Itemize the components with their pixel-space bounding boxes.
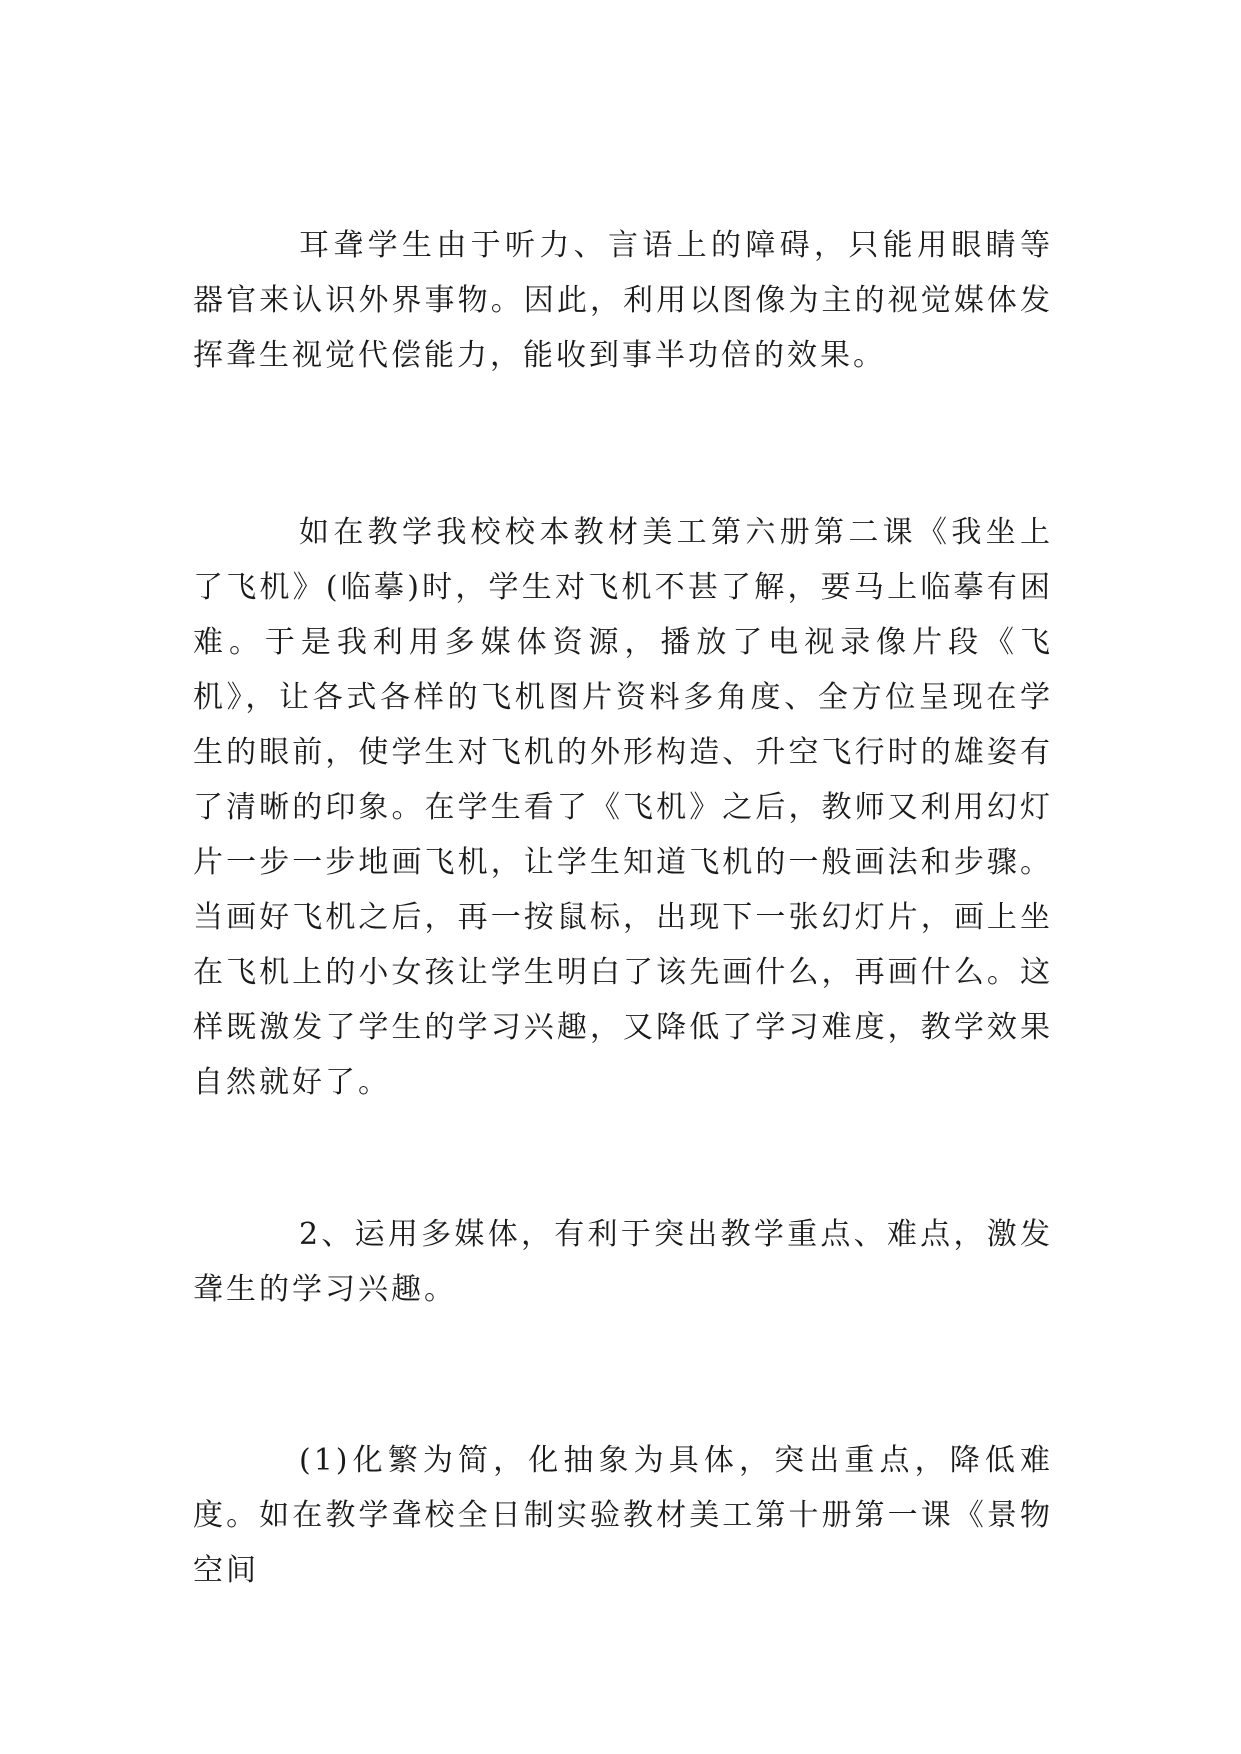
paragraph-1: 耳聋学生由于听力、言语上的障碍，只能用眼睛等器官来认识外界事物。因此，利用以图像为主的视觉媒体发挥聋生视觉代偿能力，能收到事半功倍的效果。 [193,228,1053,373]
paragraph-4: (1)化繁为简，化抽象为具体，突出重点，降低难度。如在教学聋校全日制实验教材美工第十册第一课《景物空间 [193,1443,1053,1588]
paragraph-3: 2、运用多媒体，有利于突出教学重点、难点，激发聋生的学习兴趣。 [193,1217,1053,1307]
paragraph-2: 如在教学我校校本教材美工第六册第二课《我坐上了飞机》(临摹)时，学生对飞机不甚了解，要马上临摹有困难。于是我利用多媒体资源，播放了电视录像片段《飞机》，让各式各样的飞机图片资料多角度、全方位呈现在学生的眼前，使学生对飞机的外形构造、升空飞行时的雄姿有了清晰的印象。在学生看了《飞机》之后，教师又利用幻灯片一步一步地画飞机，让学生知道飞机的一般画法和步骤。当画好飞机之后，再一按鼠标，出现下一张幻灯片，画上坐在飞机上的小女孩让学生明白了该先画什么，再画什么。这样既激发了学生的学习兴趣，又降低了学习难度，教学效果自然就好了。 [193,515,1053,1100]
